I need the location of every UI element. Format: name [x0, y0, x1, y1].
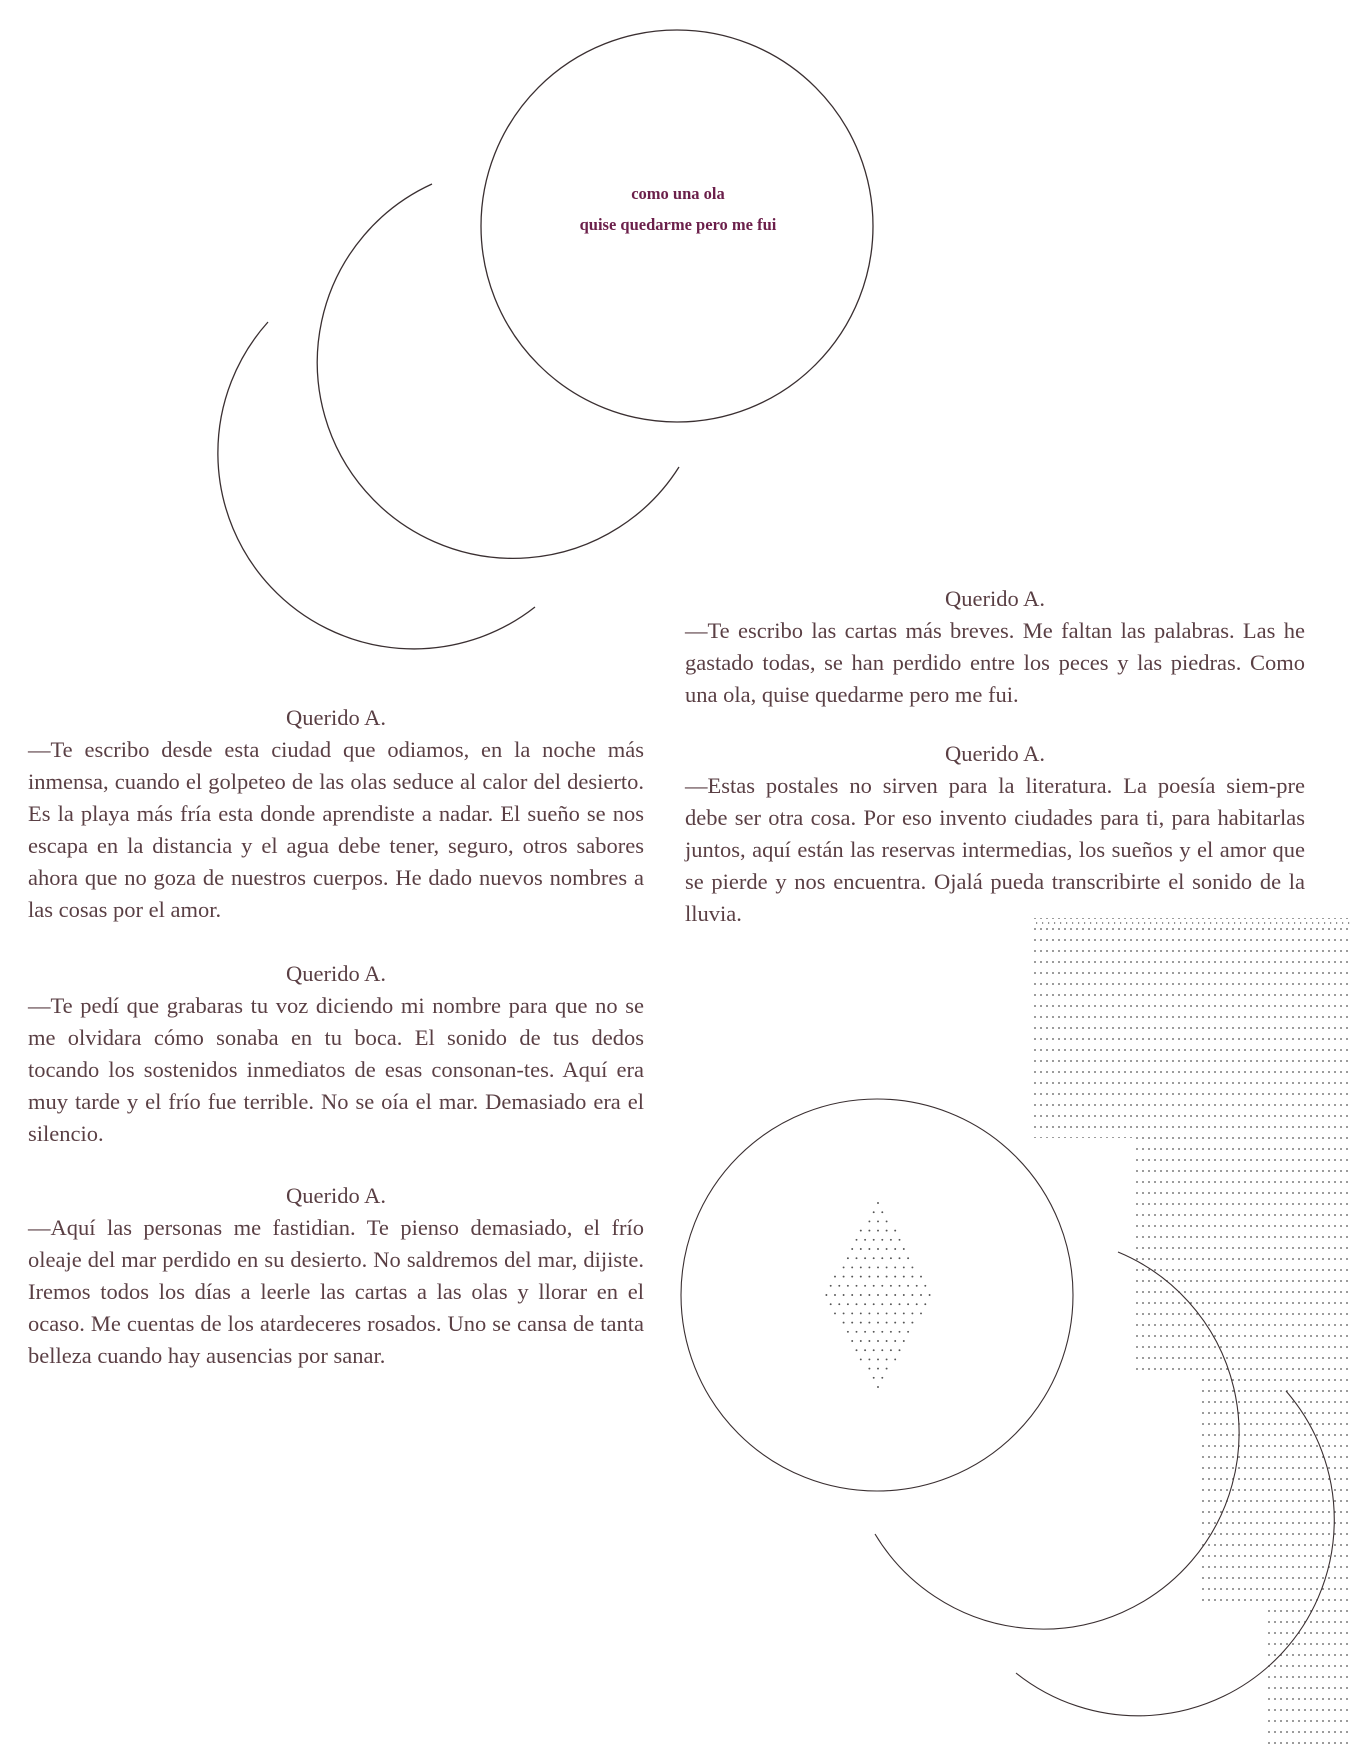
- diamond-dot: [894, 1312, 896, 1314]
- diamond-dot: [877, 1202, 879, 1204]
- diamond-dot: [903, 1266, 905, 1268]
- diamond-dot: [877, 1358, 879, 1360]
- diamond-dot: [873, 1377, 875, 1379]
- diamond-dot: [911, 1266, 913, 1268]
- dot-block-3: [1200, 1374, 1350, 1603]
- diamond-dot: [847, 1331, 849, 1333]
- diamond-dot: [899, 1303, 901, 1305]
- diamond-dot: [894, 1340, 896, 1342]
- diamond-dot: [924, 1285, 926, 1287]
- diamond-dot: [838, 1285, 840, 1287]
- diamond-dot: [843, 1312, 845, 1314]
- diamond-dot: [907, 1303, 909, 1305]
- diamond-dot: [864, 1331, 866, 1333]
- diamond-dot: [903, 1322, 905, 1324]
- diamond-dot: [881, 1285, 883, 1287]
- diamond-dot: [911, 1294, 913, 1296]
- diamond-dot: [899, 1331, 901, 1333]
- diamond-dot: [868, 1368, 870, 1370]
- bottom-circle: [681, 1099, 1073, 1491]
- diamond-dot: [868, 1340, 870, 1342]
- letter-heading: Querido A.: [945, 586, 1045, 611]
- diamond-dot: [881, 1349, 883, 1351]
- diamond-dot: [886, 1276, 888, 1278]
- diamond-dot: [843, 1266, 845, 1268]
- diamond-dot: [894, 1322, 896, 1324]
- diamond-dot: [830, 1285, 832, 1287]
- diamond-dot: [860, 1312, 862, 1314]
- diamond-dot: [877, 1312, 879, 1314]
- letter-heading: Querido A.: [286, 961, 386, 986]
- diamond-dot: [860, 1230, 862, 1232]
- diamond-dot: [873, 1303, 875, 1305]
- letter-3: [28, 1180, 644, 1372]
- diamond-dot: [851, 1322, 853, 1324]
- diamond-dot: [899, 1257, 901, 1259]
- poem-in-circle: [480, 178, 876, 240]
- diamond-dot: [907, 1257, 909, 1259]
- diamond-dot: [903, 1312, 905, 1314]
- dot-block-2: [1132, 1138, 1350, 1374]
- diamond-dot: [877, 1276, 879, 1278]
- diamond-dot: [886, 1322, 888, 1324]
- diamond-dot: [894, 1358, 896, 1360]
- diamond-dot: [890, 1349, 892, 1351]
- diamond-dot: [886, 1368, 888, 1370]
- diamond-dot: [886, 1230, 888, 1232]
- diamond-dot: [843, 1294, 845, 1296]
- diamond-dot: [911, 1322, 913, 1324]
- diamond-dot: [890, 1331, 892, 1333]
- letter-body: —Te pedí que grabaras tu voz diciendo mi nombre para que no se me olvidara cómo sonaba en tu boca. El sonido de tus dedos tocando los sostenidos inmediatos de esas consonan-tes. Aquí era muy tarde y el frío fue terrible. No se oía el mar. Demasiado era el silencio.: [28, 993, 644, 1146]
- dot-block-1: [1030, 918, 1350, 1138]
- diamond-dot: [868, 1294, 870, 1296]
- diamond-dot: [877, 1230, 879, 1232]
- diamond-dot: [890, 1239, 892, 1241]
- diamond-dot: [881, 1377, 883, 1379]
- diamond-dot: [864, 1303, 866, 1305]
- diamond-dot: [856, 1349, 858, 1351]
- poem-line-2: quise quedarme pero me fui: [579, 215, 777, 234]
- diamond-dot: [886, 1294, 888, 1296]
- diamond-dot: [894, 1294, 896, 1296]
- diamond-dot: [886, 1340, 888, 1342]
- diamond-dot: [868, 1358, 870, 1360]
- diamond-dot: [924, 1303, 926, 1305]
- diamond-dot: [873, 1285, 875, 1287]
- letter-heading: Querido A.: [286, 705, 386, 730]
- diamond-dot: [868, 1220, 870, 1222]
- diamond-dot: [894, 1276, 896, 1278]
- letter-2: [28, 958, 644, 1150]
- diamond-dot: [860, 1248, 862, 1250]
- diamond-dot: [864, 1349, 866, 1351]
- diamond-dot: [890, 1303, 892, 1305]
- diamond-dot: [877, 1248, 879, 1250]
- diamond-dot: [860, 1340, 862, 1342]
- letter-4: [685, 583, 1305, 711]
- diamond-dot: [851, 1266, 853, 1268]
- diamond-dot: [877, 1340, 879, 1342]
- diamond-dot: [825, 1294, 827, 1296]
- poem-line-1: como una ola: [631, 184, 725, 203]
- diamond-dot: [864, 1239, 866, 1241]
- diamond-dot: [847, 1285, 849, 1287]
- diamond-dot: [911, 1276, 913, 1278]
- diamond-dot: [899, 1349, 901, 1351]
- diamond-dot: [894, 1266, 896, 1268]
- diamond-dot: [860, 1294, 862, 1296]
- diamond-dot: [843, 1276, 845, 1278]
- diamond-dot: [881, 1239, 883, 1241]
- diamond-dot: [899, 1239, 901, 1241]
- diamond-dot: [903, 1294, 905, 1296]
- diamond-dot: [886, 1248, 888, 1250]
- top-arc-middle: [317, 184, 679, 558]
- letter-heading: Querido A.: [945, 741, 1045, 766]
- diamond-dot: [860, 1358, 862, 1360]
- diamond-dot: [868, 1248, 870, 1250]
- diamond-dot: [903, 1276, 905, 1278]
- diamond-dot: [881, 1303, 883, 1305]
- diamond-dot: [920, 1312, 922, 1314]
- diamond-dot: [851, 1312, 853, 1314]
- diamond-dot: [877, 1386, 879, 1388]
- diamond-dot: [877, 1266, 879, 1268]
- diamond-dot: [890, 1285, 892, 1287]
- diamond-dot: [886, 1220, 888, 1222]
- diamond-dot: [868, 1266, 870, 1268]
- diamond-dot: [864, 1285, 866, 1287]
- diamond-dot: [873, 1331, 875, 1333]
- diamond-dot: [856, 1331, 858, 1333]
- letter-body: —Estas postales no sirven para la literatura. La poesía siem-pre debe ser otra cosa. Por eso invento ciudades para ti, para habitarlas juntos, aquí están las reservas intermedias, los sueños y el amor que se pierde y nos encuentra. Ojalá pueda transcribirte el sonido de la lluvia.: [685, 773, 1305, 926]
- letter-body: —Aquí las personas me fastidian. Te pienso demasiado, el frío oleaje del mar perdido en su desierto. No saldremos del mar, dijiste. Iremos todos los días a leerle las cartas a las olas y llorar en el ocaso. Me cuentas de los atardeceres rosados. Uno se cansa de tanta belleza cuando hay ausencias por sanar.: [28, 1215, 644, 1368]
- diamond-dot: [886, 1266, 888, 1268]
- diamond-dot: [886, 1358, 888, 1360]
- diamond-dot: [894, 1248, 896, 1250]
- diamond-dot: [856, 1257, 858, 1259]
- letter-5: [685, 738, 1305, 930]
- diamond-dot: [851, 1340, 853, 1342]
- diamond-dot: [911, 1312, 913, 1314]
- diamond-dot: [877, 1294, 879, 1296]
- diamond-dot: [830, 1303, 832, 1305]
- letter-body: —Te escribo desde esta ciudad que odiamos, en la noche más inmensa, cuando el golpeteo de las olas seduce al calor del desierto. Es la playa más fría esta donde aprendiste a nadar. El sueño se nos escapa en la distancia y el agua debe tener, seguro, otros sabores ahora que no goza de nuestros cuerpos. He dado nuevos nombres a las cosas por el amor.: [28, 737, 644, 922]
- diamond-dot: [916, 1285, 918, 1287]
- diamond-dot: [838, 1303, 840, 1305]
- diamond-dot: [881, 1331, 883, 1333]
- diamond-dot: [868, 1230, 870, 1232]
- diamond-dot: [851, 1294, 853, 1296]
- diamond-dot: [916, 1303, 918, 1305]
- diamond-dot: [903, 1340, 905, 1342]
- diamond-dot: [877, 1368, 879, 1370]
- letter-heading: Querido A.: [286, 1183, 386, 1208]
- diamond-dot: [851, 1276, 853, 1278]
- diamond-dot: [868, 1312, 870, 1314]
- diamond-dot: [843, 1322, 845, 1324]
- diamond-dot: [881, 1257, 883, 1259]
- diamond-dot: [868, 1322, 870, 1324]
- diamond-dot: [894, 1230, 896, 1232]
- diamond-dot: [877, 1220, 879, 1222]
- diamond-dot: [856, 1303, 858, 1305]
- diamond-dot: [907, 1285, 909, 1287]
- diamond-dot: [890, 1257, 892, 1259]
- diamond-dot: [877, 1322, 879, 1324]
- diamond-dot: [920, 1294, 922, 1296]
- diamond-dot: [929, 1294, 931, 1296]
- diamond-dot: [860, 1322, 862, 1324]
- diamond-dot: [868, 1276, 870, 1278]
- diamond-dot: [873, 1239, 875, 1241]
- diamond-dot: [847, 1303, 849, 1305]
- diamond-dot: [834, 1276, 836, 1278]
- diamond-dot: [856, 1239, 858, 1241]
- diamond-dot: [899, 1285, 901, 1287]
- diamond-dot: [881, 1211, 883, 1213]
- diamond-dot: [873, 1349, 875, 1351]
- top-arc-outer: [218, 322, 535, 649]
- letter-1: [28, 702, 644, 926]
- letter-body: —Te escribo las cartas más breves. Me faltan las palabras. Las he gastado todas, se han perdido entre los peces y las piedras. Como una ola, quise quedarme pero me fui.: [685, 618, 1305, 707]
- diamond-dot: [856, 1285, 858, 1287]
- diamond-dot: [851, 1248, 853, 1250]
- diamond-dot: [873, 1211, 875, 1213]
- diamond-dot: [886, 1312, 888, 1314]
- diamond-dot: [864, 1257, 866, 1259]
- diamond-dot: [847, 1257, 849, 1259]
- diamond-dot: [860, 1276, 862, 1278]
- dot-block-4: [1268, 1603, 1350, 1747]
- diamond-dot: [903, 1248, 905, 1250]
- diamond-dot: [920, 1276, 922, 1278]
- diamond-dot: [860, 1266, 862, 1268]
- diamond-dot: [834, 1312, 836, 1314]
- diamond-dot: [873, 1257, 875, 1259]
- diamond-dot: [834, 1294, 836, 1296]
- diamond-dot: [907, 1331, 909, 1333]
